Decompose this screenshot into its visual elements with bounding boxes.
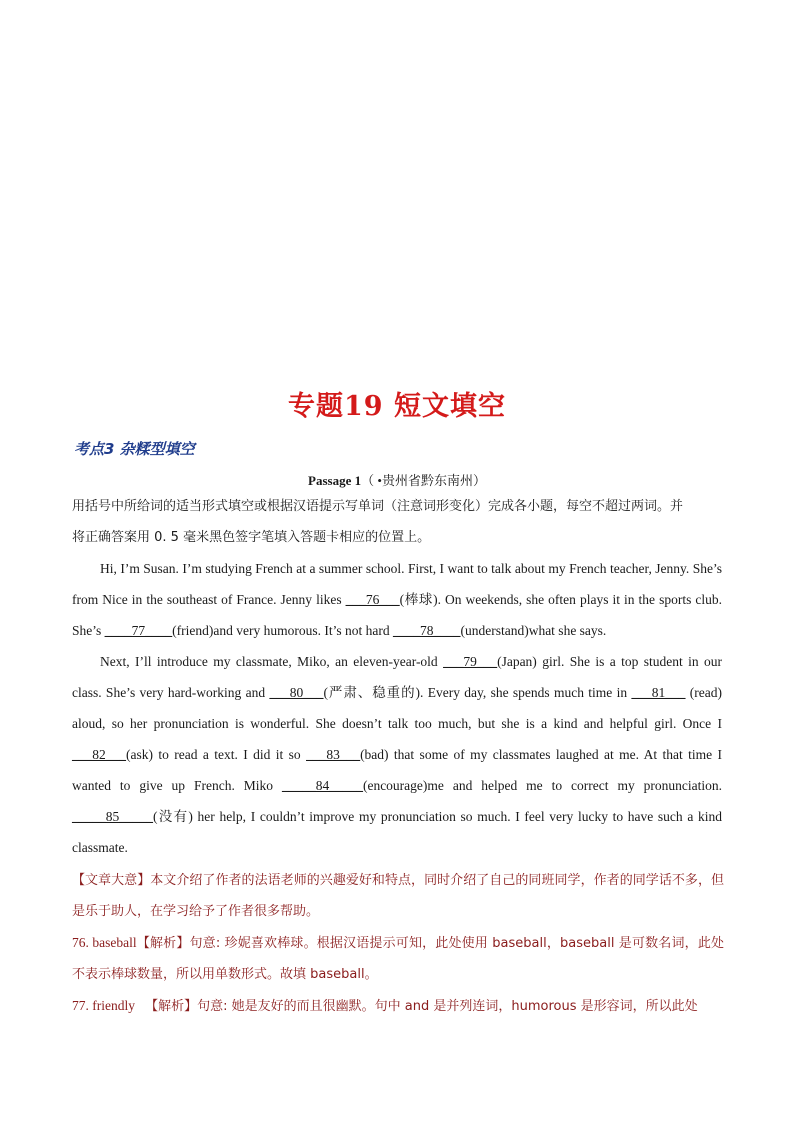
summary-text: 本文介绍了作者的法语老师的兴趣爱好和特点，同时介绍了自己的同班同学，作者的同学话不多，但是乐于助人，在学习给予了作者很多帮助。 bbox=[72, 873, 724, 919]
analysis-tag: 【解析】 bbox=[136, 936, 190, 951]
blank-79: ___79___ bbox=[443, 654, 498, 669]
summary-tag: 【文章大意】 bbox=[72, 873, 151, 888]
blank-76: ___76___ bbox=[345, 592, 400, 607]
analysis-text: 句意: 她是友好的而且很幽默。句中 and 是并列连词，humorous 是形容词，所以此处 bbox=[197, 999, 698, 1014]
blank-85: _____85_____ bbox=[72, 809, 153, 824]
passage-body bbox=[72, 553, 722, 863]
blank-82: ___82___ bbox=[72, 747, 126, 762]
answer-section bbox=[72, 865, 724, 1022]
answer-item bbox=[72, 927, 724, 990]
paragraph bbox=[72, 553, 722, 646]
answer-number: 77. friendly bbox=[72, 998, 146, 1013]
passage-text: (没有) her help, I couldn’t improve my pronunciation so much. I feel very lucky to have such a kind classmate. bbox=[72, 809, 722, 855]
analysis-text: 句意: 珍妮喜欢棒球。根据汉语提示可知，此处使用 baseball，baseball 是可数名词，此处不表示棒球数量，所以用单数形式。故填 baseball。 bbox=[72, 936, 724, 982]
blank-80: ___80___ bbox=[269, 685, 324, 700]
summary bbox=[72, 865, 724, 927]
passage-text: (encourage)me and helped me to correct my pronunciation. bbox=[362, 778, 722, 793]
instruction-line: 用括号中所给词的适当形式填空或根据汉语提示写单词（注意词形变化）完成各小题，每空不超过两词。并 bbox=[72, 499, 684, 514]
blank-83: ___83___ bbox=[306, 747, 361, 762]
blank-84: _____84_____ bbox=[281, 778, 363, 793]
page-title: 专题19 短文填空 bbox=[288, 391, 506, 422]
paragraph bbox=[72, 646, 722, 863]
blank-81: ___81___ bbox=[631, 685, 686, 700]
passage-text: (棒球). On weekends, she often plays it in the sports club. She’s bbox=[72, 592, 722, 638]
passage-source: （ •贵州省黔东南州） bbox=[361, 473, 486, 488]
passage-label: Passage 1 bbox=[308, 473, 362, 488]
instruction-line: 将正确答案用 0. 5 毫米黑色签字笔填入答题卡相应的位置上。 bbox=[72, 530, 431, 545]
passage-text: (understand)what she says. bbox=[460, 623, 607, 638]
instructions bbox=[72, 491, 722, 553]
blank-77: ____77____ bbox=[104, 623, 173, 638]
answer-item bbox=[72, 990, 724, 1022]
passage-text: (friend)and very humorous. It’s not hard bbox=[172, 623, 393, 638]
passage-text: (read) aloud, so her pronunciation is wonderful. She doesn’t talk too much, but she is a kind and helpful girl. Once I bbox=[72, 685, 722, 731]
section-heading: 考点3 杂糅型填空 bbox=[74, 440, 195, 458]
passage-text: (ask) to read a text. I did it so bbox=[126, 747, 307, 762]
passage-text: Hi, I’m Susan. I’m studying French at a summer school. First, I want to talk about my French teacher, Jenny. She’s from Nice in the southeast of France. Jenny likes bbox=[72, 561, 722, 607]
passage-header bbox=[0, 470, 794, 489]
passage-text: (bad) that some of my classmates laughed at me. At that time I wanted to give up French. Miko bbox=[72, 747, 722, 793]
passage-text: (严肃、稳重的). Every day, she spends much time in bbox=[323, 685, 632, 700]
blank-78: ____78____ bbox=[392, 623, 461, 638]
passage-text: (Japan) girl. She is a top student in our class. She’s very hard-working and bbox=[72, 654, 722, 700]
passage-text: Next, I’ll introduce my classmate, Miko, an eleven-year-old bbox=[100, 654, 444, 669]
answer-number: 76. baseball bbox=[72, 935, 137, 950]
analysis-tag: 【解析】 bbox=[145, 999, 198, 1014]
